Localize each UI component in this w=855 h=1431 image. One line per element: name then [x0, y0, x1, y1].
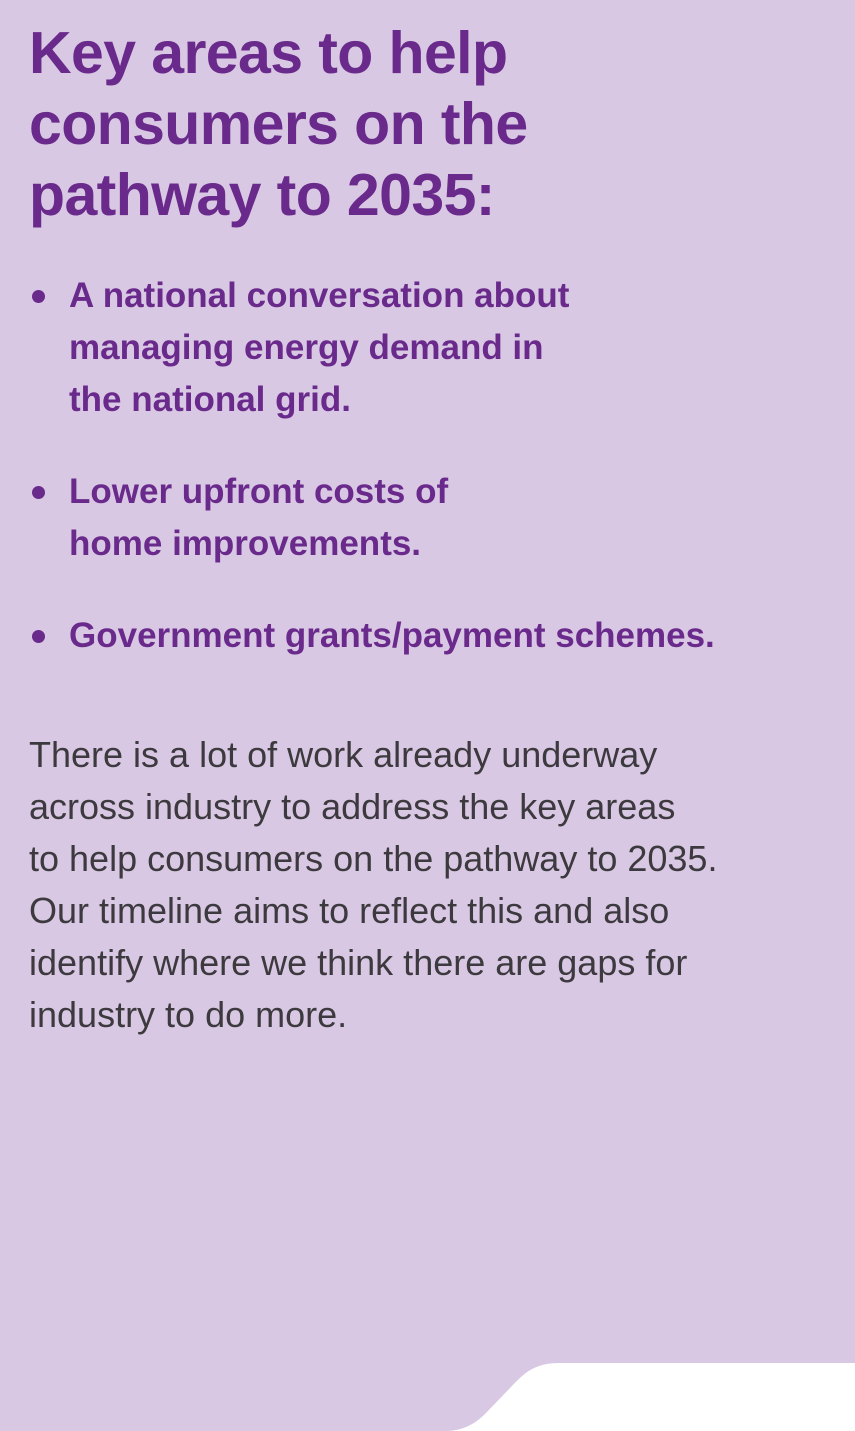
bullet-dot-icon — [32, 290, 45, 303]
list-item-line: home improvements. — [69, 524, 422, 563]
heading-line: Key areas to help — [29, 20, 508, 86]
body-paragraph — [29, 729, 829, 1041]
paragraph-line: across industry to address the key areas — [29, 786, 676, 827]
paragraph-line: to help consumers on the pathway to 2035. — [29, 838, 718, 879]
section-heading — [29, 18, 829, 231]
heading-line: pathway to 2035: — [29, 162, 495, 228]
list-item-line: managing energy demand in — [69, 328, 544, 367]
heading-line: consumers on the — [29, 91, 528, 157]
list-item — [29, 610, 829, 662]
paragraph-line: identify where we think there are gaps for — [29, 942, 688, 983]
list-item-line: A national conversation about — [69, 276, 570, 315]
key-areas-list — [29, 270, 829, 662]
content-area — [29, 18, 829, 1041]
paragraph-line: There is a lot of work already underway — [29, 734, 658, 775]
list-item-line: Lower upfront costs of — [69, 472, 449, 511]
bullet-dot-icon — [32, 630, 45, 643]
list-item — [29, 466, 829, 570]
paragraph-line: industry to do more. — [29, 994, 348, 1035]
list-item-line: the national grid. — [69, 380, 351, 419]
paragraph-line: Our timeline aims to reflect this and also — [29, 890, 670, 931]
list-item-line: Government grants/payment schemes. — [69, 616, 715, 655]
list-item — [29, 270, 829, 426]
bullet-dot-icon — [32, 486, 45, 499]
